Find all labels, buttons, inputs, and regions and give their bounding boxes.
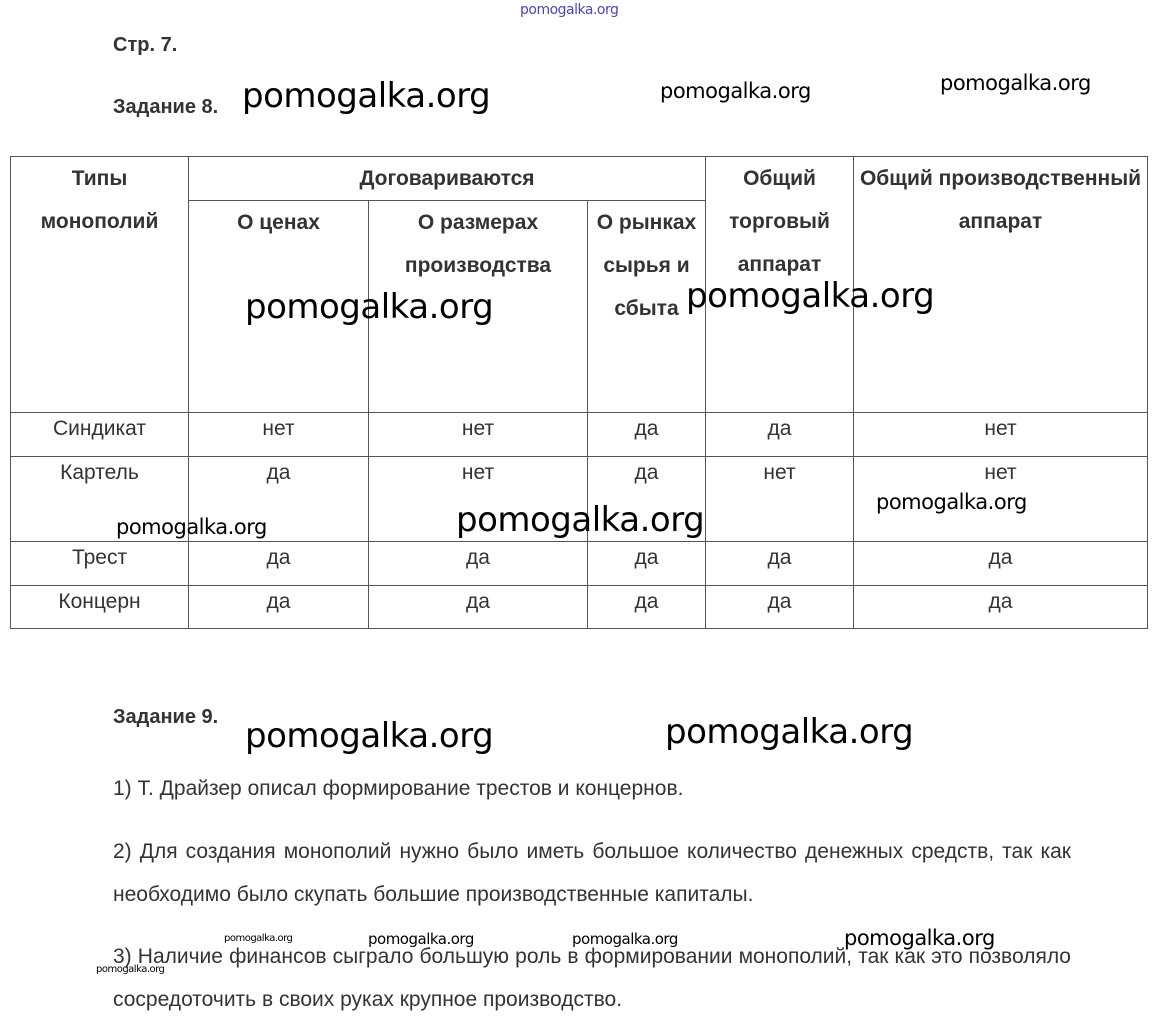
table-row [11, 586, 1148, 629]
watermark: pomogalka.org [96, 964, 165, 975]
cell-trade: нет [706, 457, 854, 542]
cell-production: да [854, 586, 1148, 629]
cell-production: да [854, 542, 1148, 586]
header-types: Типы монополий [11, 157, 189, 413]
cell-trade: да [706, 413, 854, 457]
cell-prices: да [189, 542, 369, 586]
cell-trade: да [706, 586, 854, 629]
task-8-title: Задание 8. [113, 96, 219, 118]
cell-markets: да [588, 542, 706, 586]
watermark: pomogalka.org [940, 71, 1091, 95]
cell-type: Концерн [11, 586, 189, 629]
cell-markets: да [588, 457, 706, 542]
watermark: pomogalka.org [572, 930, 678, 948]
task-9-title: Задание 9. [113, 706, 219, 728]
cell-production: нет [854, 413, 1148, 457]
header-agree: Договариваются [189, 157, 706, 201]
header-production: Общий производственный аппарат [854, 157, 1148, 413]
cell-volume: да [369, 542, 588, 586]
answer-3: 3) Наличие финансов сыграло большую роль в формировании монополий, так как это позволяло сосредоточить в своих руках крупное производство. [113, 945, 1071, 1011]
cell-trade: да [706, 542, 854, 586]
table-row [11, 542, 1148, 586]
watermark: pomogalka.org [660, 79, 811, 103]
cell-prices: да [189, 586, 369, 629]
header-prices: О ценах [189, 201, 369, 413]
cell-type: Трест [11, 542, 189, 586]
watermark: pomogalka.org [876, 490, 1027, 514]
header-trade: Общий торговый аппарат [706, 157, 854, 413]
header-markets: О рынках сырья и сбыта [588, 201, 706, 413]
watermark: pomogalka.org [686, 276, 935, 316]
cell-volume: нет [369, 457, 588, 542]
cell-volume: да [369, 586, 588, 629]
table-row [11, 413, 1148, 457]
answer-2: 2) Для создания монополий нужно было иметь большое количество денежных средств, так как необходимо было скупать большие производственные капиталы. [113, 840, 1071, 906]
watermark: pomogalka.org [242, 76, 491, 116]
watermark: pomogalka.org [368, 930, 474, 948]
monopoly-table [10, 156, 1148, 629]
watermark: pomogalka.org [245, 287, 494, 327]
watermark: pomogalka.org [224, 933, 293, 944]
cell-prices: да [189, 457, 369, 542]
cell-type: Картель [11, 457, 189, 542]
watermark: pomogalka.org [116, 515, 267, 539]
cell-production: нет [854, 457, 1148, 542]
cell-markets: да [588, 586, 706, 629]
cell-volume: нет [369, 413, 588, 457]
watermark: pomogalka.org [520, 2, 619, 18]
cell-markets: да [588, 413, 706, 457]
watermark: pomogalka.org [844, 926, 995, 950]
cell-prices: нет [189, 413, 369, 457]
page-reference: Стр. 7. [113, 34, 178, 56]
watermark: pomogalka.org [665, 712, 914, 752]
answer-1: 1) Т. Драйзер описал формирование трестов и концернов. [113, 777, 684, 800]
watermark: pomogalka.org [245, 716, 494, 756]
watermark: pomogalka.org [456, 500, 705, 540]
cell-type: Синдикат [11, 413, 189, 457]
header-volume: О размерах производства [369, 201, 588, 413]
